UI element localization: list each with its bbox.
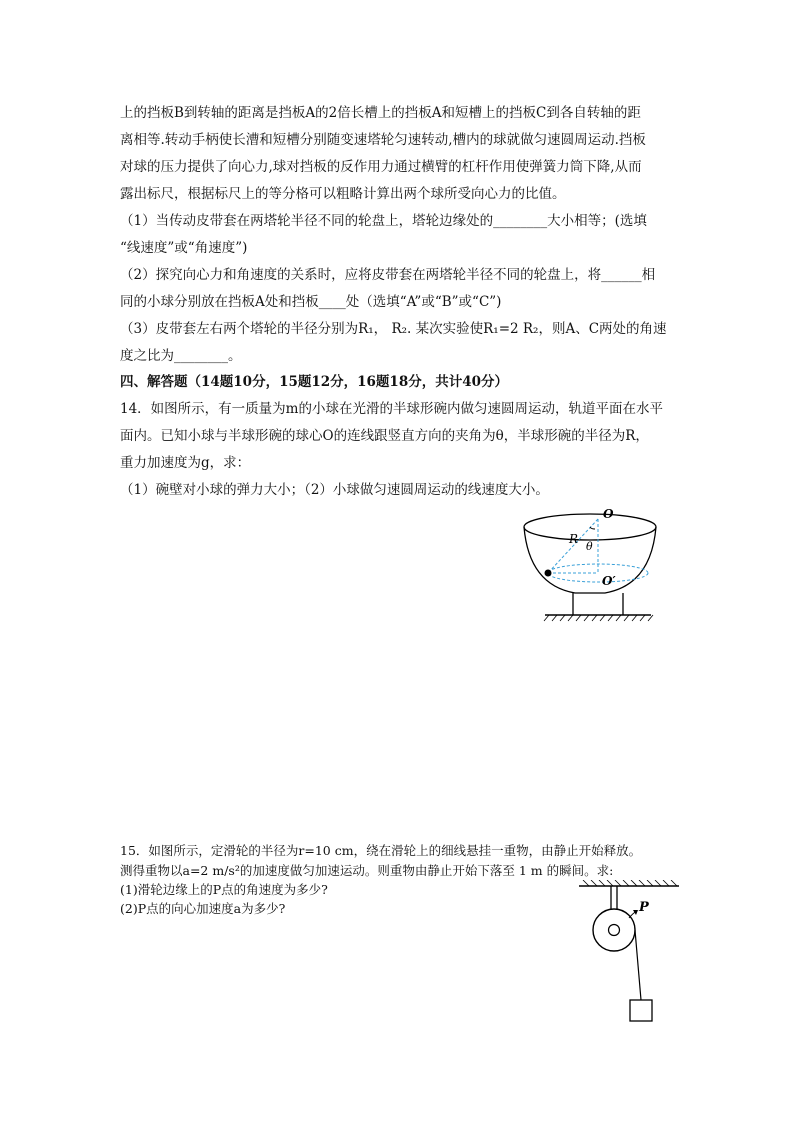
p14-line-3: 重力加速度为g，求： xyxy=(120,455,251,471)
pulley-figure xyxy=(575,880,685,1030)
section-heading: 四、解答题（14题10分，15题12分，16题18分，共计40分） xyxy=(120,374,509,390)
q3-line-1: （3）皮带套左右两个塔轮的半径分别为R₁， R₂. 某次实验使R₁=2 R₂，则A、C两处的角速 xyxy=(120,321,667,337)
label-O: O xyxy=(603,507,614,521)
label-R: R xyxy=(569,532,579,546)
q1-line-2: “线速度”或“角速度”) xyxy=(120,240,248,256)
q3-line-2: 度之比为________。 xyxy=(120,348,242,364)
label-O-prime: O′ xyxy=(602,574,616,588)
intro-line-4: 露出标尺，根据标尺上的等分格可以粗略计算出两个球所受向心力的比值。 xyxy=(120,186,566,202)
p15-line-2: 测得重物以a=2 m/s²的加速度做匀加速运动。则重物由静止开始下落至 1 m 的瞬间。求: xyxy=(120,863,614,878)
intro-line-3: 对球的压力提供了向心力,球对挡板的反作用力通过横臂的杠杆作用使弹簧力筒下降,从而 xyxy=(120,159,642,175)
label-P: P xyxy=(639,900,649,915)
p15-line-3: (1)滑轮边缘上的P点的角速度为多少? xyxy=(120,882,328,897)
p15-line-1: 15．如图所示，定滑轮的半径为r=10 cm，绕在滑轮上的细线悬挂一重物，由静止开始释放。 xyxy=(120,843,642,858)
q1-line-1: （1）当传动皮带套在两塔轮半径不同的轮盘上，塔轮边缘处的________大小相等；(选填 xyxy=(120,213,647,229)
intro-line-2: 离相等.转动手柄使长漕和短槽分别随变速塔轮匀速转动,槽内的球就做匀速圆周运动.挡板 xyxy=(120,132,646,148)
q2-line-1: （2）探究向心力和角速度的关系时，应将皮带套在两塔轮半径不同的轮盘上，将______相 xyxy=(120,267,656,283)
p14-line-1: 14．如图所示，有一质量为m的小球在光滑的半球形碗内做匀速圆周运动，轨道平面在水平 xyxy=(120,401,663,417)
p14-line-2: 面内。已知小球与半球形碗的球心O的连线跟竖直方向的夹角为θ，半球形碗的半径为R， xyxy=(120,428,649,444)
intro-line-1: 上的挡板B到转轴的距离是挡板A的2倍长槽上的挡板A和短槽上的挡板C到各自转轴的距 xyxy=(120,105,641,121)
bowl-figure xyxy=(515,505,665,630)
p15-line-4: (2)P点的向心加速度a为多少? xyxy=(120,901,286,916)
label-theta: θ xyxy=(586,540,593,553)
p14-line-4: （1）碗壁对小球的弹力大小；（2）小球做匀速圆周运动的线速度大小。 xyxy=(120,482,549,498)
q2-line-2: 同的小球分别放在挡板A处和挡板____处（选填“A”或“B”或“C”) xyxy=(120,294,502,310)
